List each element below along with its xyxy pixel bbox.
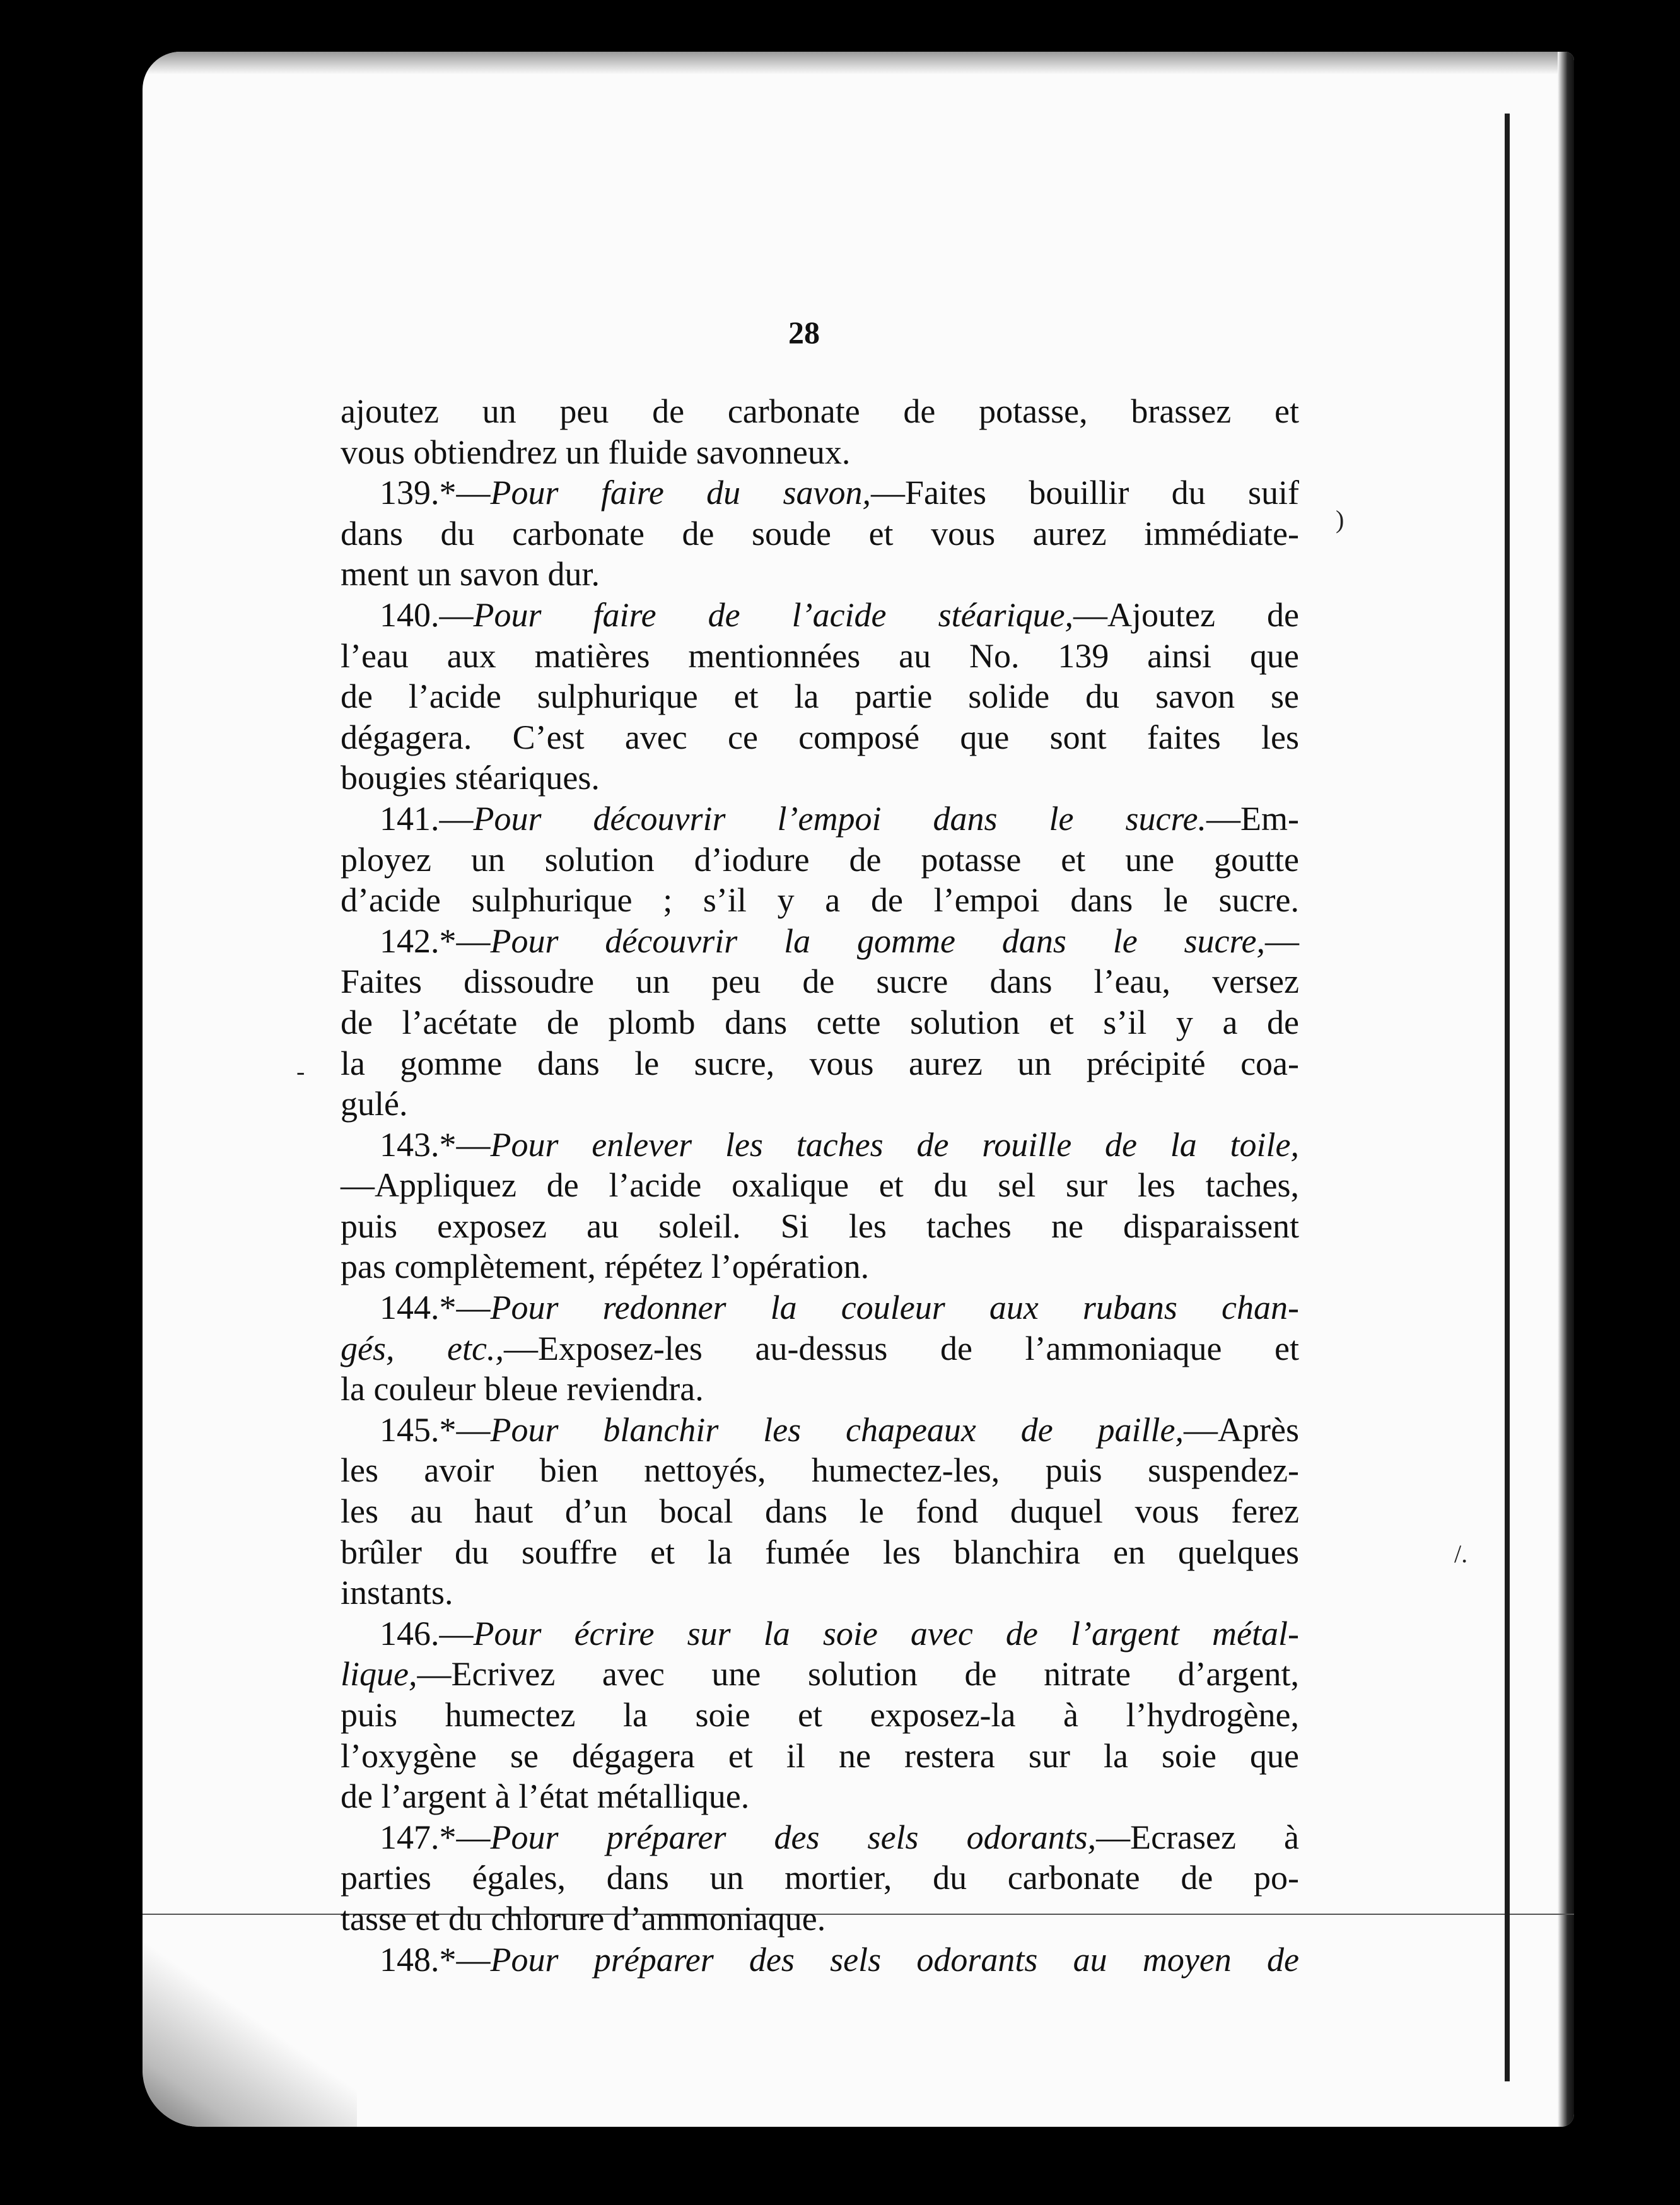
text-run: de l’argent à l’état métallique.: [341, 1777, 750, 1816]
text-run: —Après: [1184, 1410, 1299, 1449]
text-line: [341, 1532, 1299, 1573]
text-line: [341, 1206, 1299, 1247]
italic-heading-text: Pour découvrir la gomme dans le sucre,: [490, 921, 1265, 960]
italic-heading-text: Pour enlever les taches de rouille de la toile,: [490, 1125, 1299, 1164]
text-line: [341, 1165, 1299, 1206]
text-run: ployez un solution d’iodure de potasse et une goutte: [341, 840, 1299, 879]
text-line: [341, 880, 1299, 921]
margin-mark: ): [1336, 505, 1345, 534]
page-number: 28: [788, 315, 820, 350]
text-line: [341, 1287, 1299, 1328]
italic-heading-text: lique,: [341, 1655, 417, 1693]
text-run: 143.*—: [380, 1125, 491, 1164]
text-run: —Ecrasez à: [1096, 1818, 1299, 1856]
text-run: d’acide sulphurique ; s’il y a de l’empoi dans le sucre.: [341, 881, 1299, 920]
text-run: la couleur bleue reviendra.: [341, 1370, 704, 1408]
text-run: Faites dissoudre un peu de sucre dans l’eau, versez: [341, 962, 1299, 1001]
text-run: pas complètement, répétez l’opération.: [341, 1248, 870, 1286]
text-line: [341, 676, 1299, 717]
text-line: [341, 1695, 1299, 1736]
text-run: de l’acétate de plomb dans cette solution et s’il y a de: [341, 1003, 1299, 1041]
text-run: 145.*—: [380, 1410, 491, 1449]
italic-heading-text: Pour faire de l’acide stéarique,: [473, 595, 1074, 634]
text-run: 144.*—: [380, 1289, 491, 1327]
text-run: 146.—: [380, 1614, 474, 1652]
text-line: [341, 1369, 1299, 1410]
italic-heading-text: Pour préparer des sels odorants au moyen de: [490, 1940, 1299, 1979]
text-line: [341, 717, 1299, 758]
text-run: —Ecrivez avec une solution de nitrate d’argent,: [417, 1655, 1299, 1693]
page-top-edge: [143, 52, 1574, 74]
text-run: puis humectez la soie et exposez-la à l’hydrogène,: [341, 1696, 1299, 1734]
text-line: [341, 921, 1299, 962]
text-line: [341, 513, 1299, 554]
text-line: [341, 1939, 1299, 1980]
text-line: [341, 636, 1299, 677]
text-run: 141.—: [380, 799, 474, 838]
margin-mark: -: [296, 1057, 305, 1085]
text-run: instants.: [341, 1574, 453, 1612]
page-spine-edge: [1505, 114, 1510, 2081]
text-run: parties égales, dans un mortier, du carbonate de po-: [341, 1859, 1299, 1897]
margin-mark: /.: [1454, 1540, 1468, 1568]
text-line: [341, 757, 1299, 798]
italic-heading-text: Pour faire du savon,: [490, 474, 871, 512]
text-run: ment un savon dur.: [341, 555, 600, 594]
italic-heading-text: Pour préparer des sels odorants,: [490, 1818, 1097, 1856]
text-line: [341, 1776, 1299, 1817]
italic-heading-text: Pour redonner la couleur aux rubans chan-: [490, 1289, 1299, 1327]
text-line: [341, 1125, 1299, 1166]
text-run: —Faites bouillir du suif: [871, 474, 1300, 512]
text-run: 142.*—: [380, 921, 491, 960]
italic-heading-text: Pour blanchir les chapeaux de paille,: [490, 1410, 1184, 1449]
text-run: ajoutez un peu de carbonate de potasse, brassez et: [341, 392, 1299, 430]
text-run: 148.*—: [380, 1940, 491, 1979]
text-line: [341, 798, 1299, 839]
text-line: [341, 1817, 1299, 1858]
italic-heading-text: gés, etc.,: [341, 1329, 504, 1367]
text-run: vous obtiendrez un fluide savonneux.: [341, 433, 851, 471]
text-run: —Em-: [1206, 799, 1299, 838]
text-line: [341, 391, 1299, 432]
text-line: [341, 1002, 1299, 1043]
text-line: [341, 1491, 1299, 1532]
text-line: [341, 472, 1299, 513]
text-run: 147.*—: [380, 1818, 491, 1856]
text-run: les avoir bien nettoyés, humectez-les, puis suspendez-: [341, 1451, 1299, 1490]
text-run: dégagera. C’est avec ce composé que sont faites les: [341, 718, 1299, 756]
text-line: [341, 1246, 1299, 1287]
italic-heading-text: Pour découvrir l’empoi dans le sucre.: [473, 799, 1207, 838]
text-line: [341, 1043, 1299, 1084]
page-corner-curl: [143, 1938, 357, 2127]
text-run: la gomme dans le sucre, vous aurez un précipité coa-: [341, 1044, 1299, 1082]
text-run: —: [1265, 921, 1299, 960]
text-run: dans du carbonate de soude et vous aurez immédiate-: [341, 514, 1299, 553]
text-line: [341, 432, 1299, 473]
text-run: gulé.: [341, 1085, 408, 1123]
text-run: brûler du souffre et la fumée les blanchira en quelques: [341, 1533, 1299, 1571]
text-line: [341, 1898, 1299, 1939]
text-run: bougies stéariques.: [341, 759, 600, 797]
text-run: 139.*—: [380, 474, 491, 512]
text-line: [341, 1857, 1299, 1898]
text-run: 140.—: [380, 595, 474, 634]
text-run: —Exposez-les au-dessus de l’ammoniaque et: [504, 1329, 1300, 1367]
text-run: —Ajoutez de: [1073, 595, 1299, 634]
text-line: [341, 1084, 1299, 1125]
text-line: [341, 839, 1299, 880]
text-run: de l’acide sulphurique et la partie solide du savon se: [341, 677, 1299, 716]
text-run: —Appliquez de l’acide oxalique et du sel sur les taches,: [341, 1166, 1299, 1205]
italic-heading-text: Pour écrire sur la soie avec de l’argent métal-: [473, 1614, 1299, 1652]
body-text: [341, 391, 1299, 1980]
spine-shadow: [1558, 52, 1574, 2127]
text-line: [341, 961, 1299, 1002]
text-line: [341, 1450, 1299, 1491]
text-run: l’eau aux matières mentionnées au No. 139 ainsi que: [341, 636, 1299, 675]
text-line: [341, 595, 1299, 636]
text-line: [341, 1654, 1299, 1695]
text-line: [341, 554, 1299, 595]
text-line: [341, 1613, 1299, 1654]
text-line: [341, 1328, 1299, 1369]
text-run: les au haut d’un bocal dans le fond duquel vous ferez: [341, 1492, 1299, 1531]
text-line: [341, 1572, 1299, 1613]
text-run: tasse et du chlorure d’ammoniaque.: [341, 1899, 826, 1938]
text-line: [341, 1410, 1299, 1451]
text-run: l’oxygène se dégagera et il ne restera sur la soie que: [341, 1736, 1299, 1775]
text-run: puis exposez au soleil. Si les taches ne disparaissent: [341, 1207, 1299, 1245]
text-line: [341, 1736, 1299, 1777]
